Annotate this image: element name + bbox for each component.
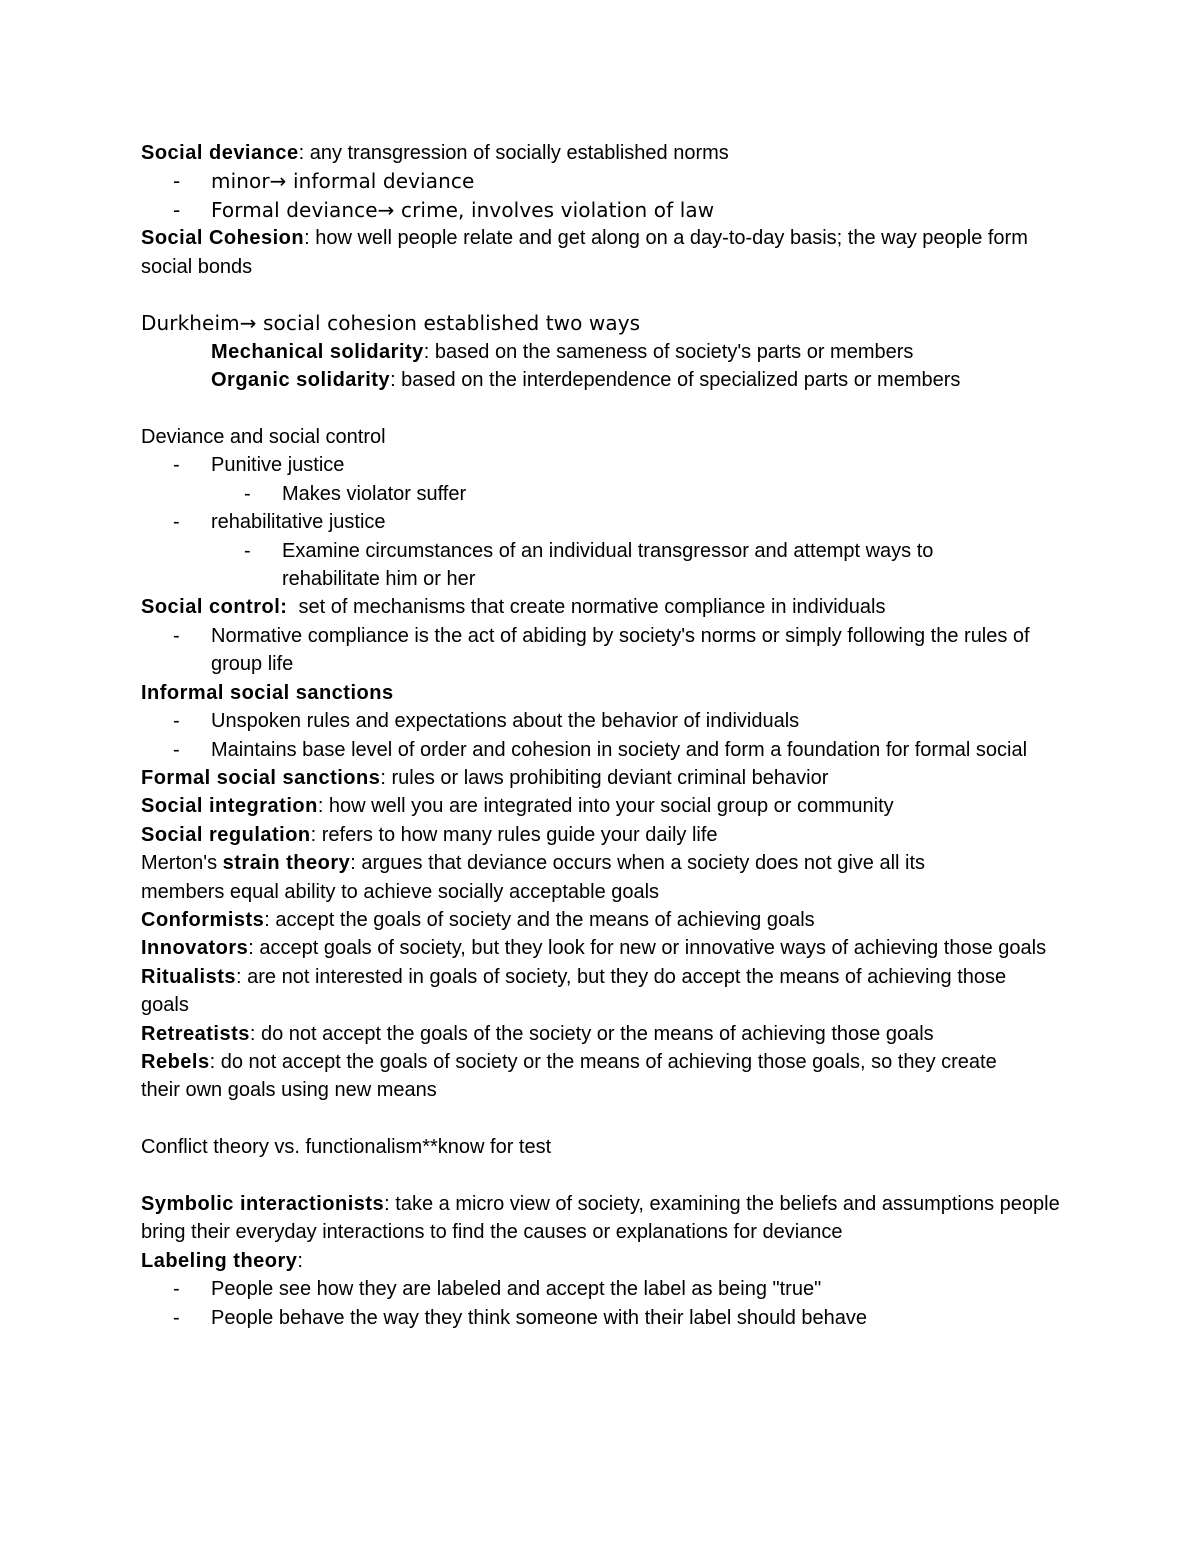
definition-social-deviance bbox=[141, 139, 1061, 167]
definition: set of mechanisms that create normative compliance in individuals bbox=[287, 596, 886, 619]
definition: : accept the goals of society and the means of achieving goals bbox=[264, 908, 815, 931]
definition: : accept goals of society, but they look for new or innovative ways of achieving those goals bbox=[248, 937, 1047, 960]
definition: : are not interested in goals of society, but they do accept the means of achieving those goals bbox=[141, 965, 1007, 1017]
dash-bullet: - bbox=[173, 511, 180, 534]
dash-bullet: - bbox=[173, 1306, 180, 1329]
definition-formal-sanctions bbox=[141, 764, 1061, 792]
dash-bullet: - bbox=[173, 454, 180, 477]
list-item-text: Unspoken rules and expectations about the behavior of individuals bbox=[211, 710, 800, 733]
list-item bbox=[141, 167, 1061, 195]
term: Social regulation bbox=[141, 823, 311, 846]
term: Social Cohesion bbox=[141, 227, 305, 250]
term: Social deviance bbox=[141, 142, 299, 164]
definition-social-regulation bbox=[141, 821, 1061, 849]
definition: : how well you are integrated into your social group or community bbox=[317, 795, 894, 818]
dash-bullet: - bbox=[244, 539, 251, 562]
definition-organic-solidarity bbox=[141, 366, 1061, 394]
term: Retreatists bbox=[141, 1022, 250, 1045]
term: strain theory bbox=[222, 852, 351, 875]
list-item bbox=[141, 196, 1061, 224]
definition: : argues that deviance occurs when a society does not give all its members equal ability to achieve socially acceptable goals bbox=[141, 852, 926, 903]
dash-bullet: - bbox=[173, 738, 180, 761]
list-item bbox=[141, 736, 1041, 764]
list-item bbox=[141, 451, 1061, 479]
list-item-text: Normative compliance is the act of abiding by society's norms or simply following the rules of group life bbox=[211, 624, 1030, 676]
term: Labeling theory bbox=[141, 1249, 298, 1272]
section-heading-deviance-control: Deviance and social control bbox=[141, 426, 386, 449]
dash-bullet: - bbox=[173, 169, 181, 194]
list-item-text: Examine circumstances of an individual transgressor and attempt ways to rehabilitate him or her bbox=[282, 539, 934, 591]
list-item-text: Maintains base level of order and cohesion in society and form a foundation for formal social bbox=[211, 738, 1028, 761]
definition-informal-sanctions bbox=[141, 679, 1061, 707]
list-item bbox=[141, 508, 1061, 536]
definition: : rules or laws prohibiting deviant criminal behavior bbox=[380, 766, 829, 789]
definition-social-control bbox=[141, 593, 1061, 621]
definition: : refers to how many rules guide your daily life bbox=[310, 823, 718, 846]
term: Conformists bbox=[141, 908, 265, 931]
list-item bbox=[141, 1304, 1061, 1332]
list-item-text: People see how they are labeled and accept the label as being "true" bbox=[211, 1278, 822, 1301]
definition-ritualists bbox=[141, 963, 1021, 1020]
definition-rebels bbox=[141, 1048, 1011, 1105]
dash-bullet: - bbox=[173, 1278, 180, 1301]
dash-bullet: - bbox=[173, 710, 180, 733]
term: Social control: bbox=[141, 596, 288, 619]
definition-retreatists bbox=[141, 1020, 1061, 1048]
term: Rebels bbox=[141, 1050, 210, 1073]
list-item bbox=[141, 1275, 1061, 1303]
document-body bbox=[141, 139, 1061, 1332]
list-item bbox=[141, 707, 1061, 735]
term: Formal social sanctions bbox=[141, 766, 381, 789]
dash-bullet: - bbox=[173, 197, 181, 222]
definition: : any transgression of socially established norms bbox=[298, 142, 729, 164]
definition: : how well people relate and get along on a day-to-day basis; the way people form social bonds bbox=[141, 227, 1028, 278]
definition-labeling-theory bbox=[141, 1247, 1061, 1275]
list-item-text: minor→ informal deviance bbox=[211, 169, 475, 194]
list-item-text: People behave the way they think someone with their label should behave bbox=[211, 1306, 867, 1329]
definition: : take a micro view of society, examining the beliefs and assumptions people bring their everyday interactions to find the causes or explanations for deviance bbox=[141, 1192, 1060, 1244]
list-item-text: Punitive justice bbox=[211, 454, 345, 477]
list-item-text: Makes violator suffer bbox=[282, 482, 467, 505]
conflict-theory-note: Conflict theory vs. functionalism**know for test bbox=[141, 1136, 552, 1159]
definition: : do not accept the goals of the society or the means of achieving those goals bbox=[249, 1022, 934, 1045]
list-item bbox=[141, 622, 1031, 679]
list-item-text: Formal deviance→ crime, involves violation of law bbox=[211, 197, 715, 222]
list-item bbox=[141, 537, 992, 594]
definition: : do not accept the goals of society or the means of achieving those goals, so they create their own goals using new means bbox=[141, 1050, 997, 1102]
term: Mechanical solidarity bbox=[211, 340, 424, 363]
term: Informal social sanctions bbox=[141, 681, 394, 704]
term: Symbolic interactionists bbox=[141, 1192, 385, 1215]
dash-bullet: - bbox=[173, 624, 180, 647]
definition: : based on the interdependence of specialized parts or members bbox=[390, 369, 961, 392]
term: Social integration bbox=[141, 795, 318, 818]
definition: : bbox=[297, 1249, 303, 1272]
definition-innovators bbox=[141, 934, 1061, 962]
term: Organic solidarity bbox=[211, 369, 391, 392]
definition-conformists bbox=[141, 906, 1061, 934]
definition-social-cohesion bbox=[141, 224, 1061, 281]
dash-bullet: - bbox=[244, 482, 251, 505]
definition-symbolic-interactionists bbox=[141, 1190, 1061, 1247]
term: Innovators bbox=[141, 937, 249, 960]
list-item-text: rehabilitative justice bbox=[211, 511, 386, 534]
durkheim-heading: Durkheim→ social cohesion established two ways bbox=[141, 311, 641, 336]
definition-mechanical-solidarity bbox=[141, 338, 1061, 366]
list-item bbox=[141, 480, 1061, 508]
definition-strain-theory bbox=[141, 849, 1001, 906]
term: Ritualists bbox=[141, 965, 237, 988]
prefix: Merton's bbox=[141, 852, 223, 875]
definition: : based on the sameness of society's parts or members bbox=[423, 340, 914, 363]
definition-social-integration bbox=[141, 792, 1061, 820]
